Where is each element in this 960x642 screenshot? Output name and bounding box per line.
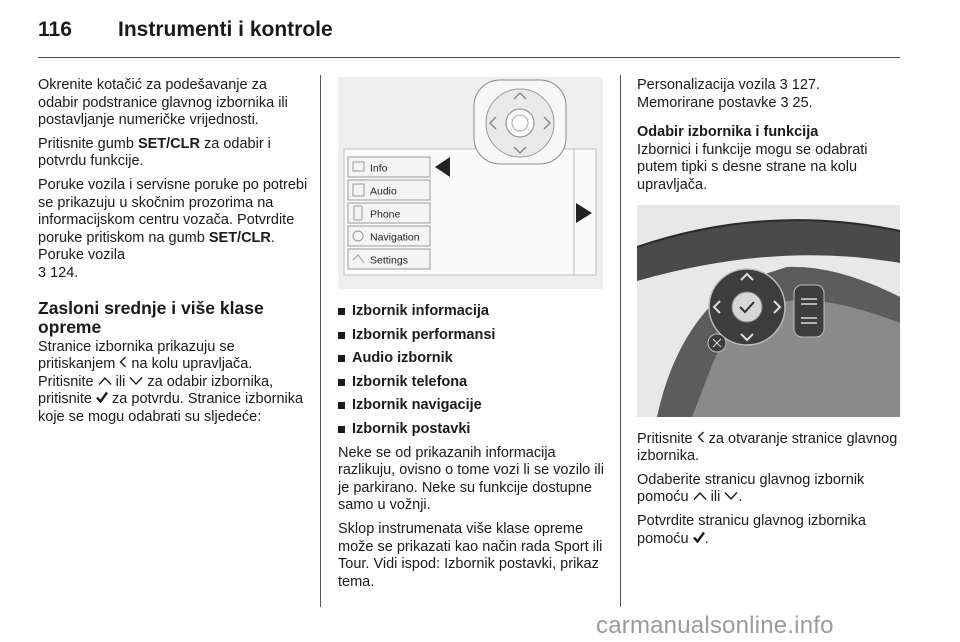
list-item: Izbornik performansi — [338, 327, 608, 345]
chevron-up-icon — [98, 374, 112, 390]
button-name-set-clr: SET/CLR — [137, 135, 200, 152]
checkmark-icon — [96, 391, 108, 407]
menu-page-list — [338, 303, 608, 439]
svg-text:Info: Info — [370, 162, 388, 175]
menu-item-info — [348, 157, 430, 177]
column-2 — [338, 77, 608, 597]
watermark: carmanualsonline.info — [596, 612, 834, 639]
chevron-left-icon — [697, 431, 705, 447]
chevron-down-icon — [129, 374, 143, 390]
page-reference-link[interactable]: 3 25. — [780, 94, 813, 111]
list-item: Audio izbornik — [338, 350, 608, 368]
svg-text:Audio: Audio — [370, 185, 397, 198]
column-1 — [38, 77, 308, 433]
page-reference-link[interactable]: 3 127. — [779, 77, 820, 93]
menu-item-audio — [348, 180, 430, 200]
page-reference-link[interactable]: 3 124. — [38, 264, 79, 281]
column-divider-2 — [620, 75, 621, 607]
paragraph-open-main-menu: Pritisnite za otvaranje stranice glavnog izbornika. — [637, 430, 898, 465]
menu-item-phone — [348, 203, 430, 223]
header-divider — [38, 57, 900, 58]
page-title: Instrumenti i kontrole — [118, 18, 333, 41]
column-3 — [637, 77, 902, 554]
chevron-up-icon — [693, 489, 707, 505]
checkmark-icon — [693, 531, 705, 547]
menu-item-navigation — [348, 226, 430, 246]
page-number: 116 — [38, 18, 72, 41]
button-name-set-clr: SET/CLR — [208, 229, 271, 246]
paragraph-menu-pages: Stranice izbornika prikazuju se pritiskanjem na kolu upravljača. Pritisnite ili za odabir izbornika, pritisnite za potvrdu. Stranice izbornika koje se mogu odabrati su sljedeće: — [38, 338, 304, 425]
list-item: Izbornik informacija — [338, 303, 608, 321]
column-divider-1 — [320, 75, 321, 607]
paragraph-drive-parked: Neke se od prikazanih informacija razlikuju, ovisno o tome vozi li se vozilo ili je parkirano. Neke su funkcije dostupne samo u vožnji. — [338, 444, 604, 514]
subsection-heading: Odabir izbornika i funkcija — [637, 124, 819, 141]
chevron-down-icon — [724, 489, 738, 505]
paragraph-stored-settings-ref: Memorirane postavke 3 25. — [637, 94, 813, 111]
list-item: Izbornik postavki — [338, 421, 608, 439]
svg-text:Navigation: Navigation — [370, 231, 420, 244]
paragraph-confirm-main-menu: Potvrdite stranicu glavnog izbornika pomoću . — [637, 512, 866, 547]
paragraph-sport-tour: Sklop instrumenata više klase opreme može se prikazati kao način rada Sport ili Tour. Vidi ispod: Izbornik postavki, prikaz tema. — [338, 520, 603, 590]
paragraph-steering-buttons: Izbornici i funkcije mogu se odabrati putem tipki s desne strane na kolu upravljača. — [637, 141, 868, 193]
paragraph-personalization-ref: Personalizacija vozila 3 127. — [637, 77, 820, 93]
paragraph-adjust-wheel: Okrenite kotačić za podešavanje za odabir podstranice glavnog izbornika ili postavljanje numeričke vrijednosti. — [38, 77, 288, 129]
list-item: Izbornik navigacije — [338, 397, 608, 415]
paragraph-vehicle-messages: Poruke vozila i servisne poruke po potrebi se prikazuju u skočnim prozorima na informacijskom centru vozača. Potvrdite poruke pritiskom na gumb SET/CLR. Poruke vozila 3 124. — [38, 176, 308, 281]
svg-text:Settings: Settings — [370, 254, 408, 267]
section-heading: Zasloni srednje i više klase opreme — [38, 297, 264, 337]
paragraph-set-clr: Pritisnite gumb SET/CLR za odabir i potvrdu funkcije. — [38, 135, 271, 170]
menu-display-illustration — [338, 77, 603, 289]
steering-wheel-controls-illustration — [637, 205, 900, 417]
menu-item-settings — [348, 249, 430, 269]
list-item: Izbornik telefona — [338, 374, 608, 392]
paragraph-select-main-menu: Odaberite stranicu glavnog izbornik pomoću ili . — [637, 471, 865, 506]
svg-text:Phone: Phone — [370, 208, 401, 221]
